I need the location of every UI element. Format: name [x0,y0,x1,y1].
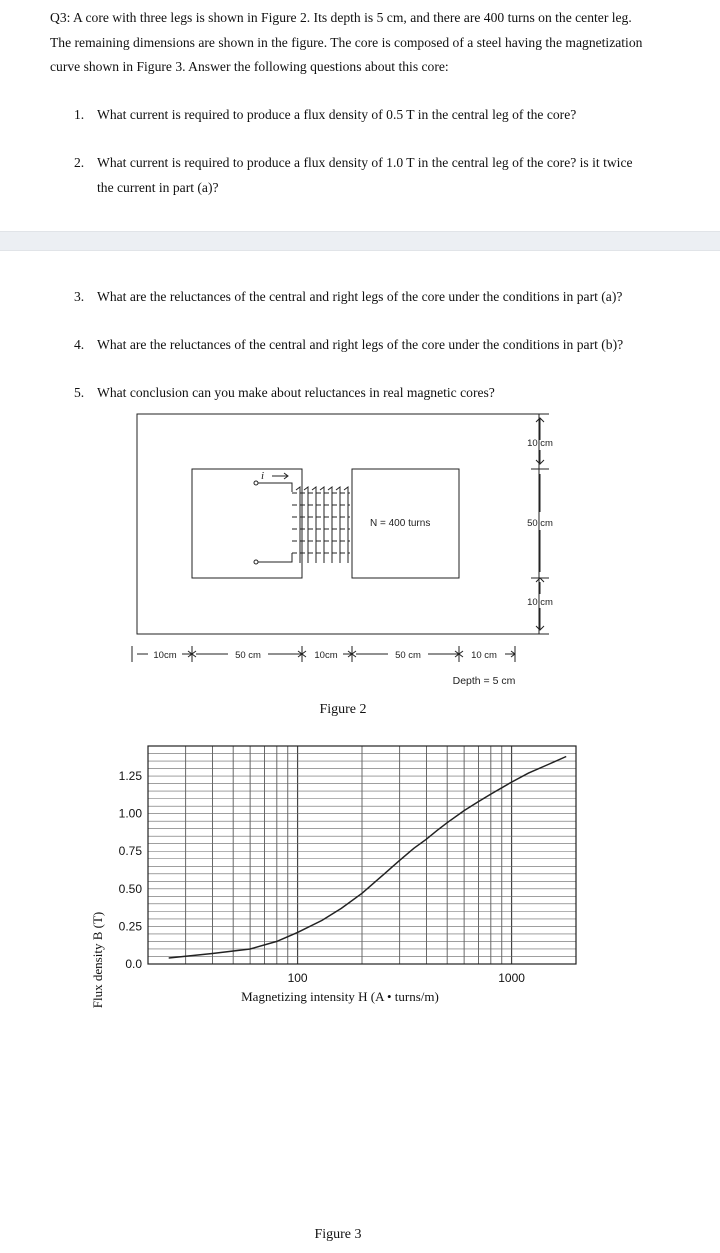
depth-label: Depth = 5 cm [452,675,516,687]
dim-right-bottom: 10 cm [527,597,553,608]
question-number: 4. [74,337,85,352]
turns-label: N = 400 turns [370,518,431,529]
figure-2-caption: Figure 2 [319,702,367,717]
y-tick-label: 1.25 [118,769,142,784]
y-tick-label: 0.75 [118,844,142,859]
dim-bottom-1: 10cm [153,650,177,661]
question-text: What are the reluctances of the central and right legs of the core under the conditions in part (a)? [97,289,623,304]
dim-bottom-5: 10 cm [471,650,497,661]
intro-paragraph: Q3: A core with three legs is shown in Figure 2. Its depth is 5 cm, and there are 400 turns on the center leg. The remaining dimensions are shown in the figure. The core is composed of a steel having the magnetization curve shown in Figure 3. Answer the following questions about this core: [50,10,643,74]
question-text: What are the reluctances of the central and right legs of the core under the conditions in part (b)? [97,337,624,352]
question-text: What conclusion can you make about reluctances in real magnetic cores? [97,385,495,400]
dim-bottom-4: 50 cm [395,650,421,661]
y-axis-label: Flux density B (T) [90,911,105,1009]
question-text: What current is required to produce a flux density of 1.0 T in the central leg of the core? is it twice the current in part (a)? [97,155,633,195]
dim-bottom-3: 10cm [314,650,338,661]
x-tick-label: 100 [287,971,308,985]
question-number: 3. [74,289,85,304]
question-number: 2. [74,155,85,170]
chart-gridlines [148,746,576,964]
current-label: i [261,470,265,482]
y-tick-label: 1.00 [118,806,142,821]
question-number: 1. [74,107,85,122]
y-tick-label: 0.50 [118,881,142,896]
y-tick-label: 0.0 [125,957,142,971]
dim-right-middle: 50 cm [527,518,553,529]
dim-right-top: 10 cm [527,438,553,449]
bh-curve-line [169,757,567,959]
figure-3-caption: Figure 3 [314,1227,362,1242]
x-tick-label: 1000 [498,971,525,985]
question-number: 5. [74,385,85,400]
question-text: What current is required to produce a flux density of 0.5 T in the central leg of the core? [97,107,577,122]
y-tick-label: 0.25 [118,919,142,934]
dim-bottom-2: 50 cm [235,650,261,661]
x-axis-label: Magnetizing intensity H (A • turns/m) [241,989,439,1004]
